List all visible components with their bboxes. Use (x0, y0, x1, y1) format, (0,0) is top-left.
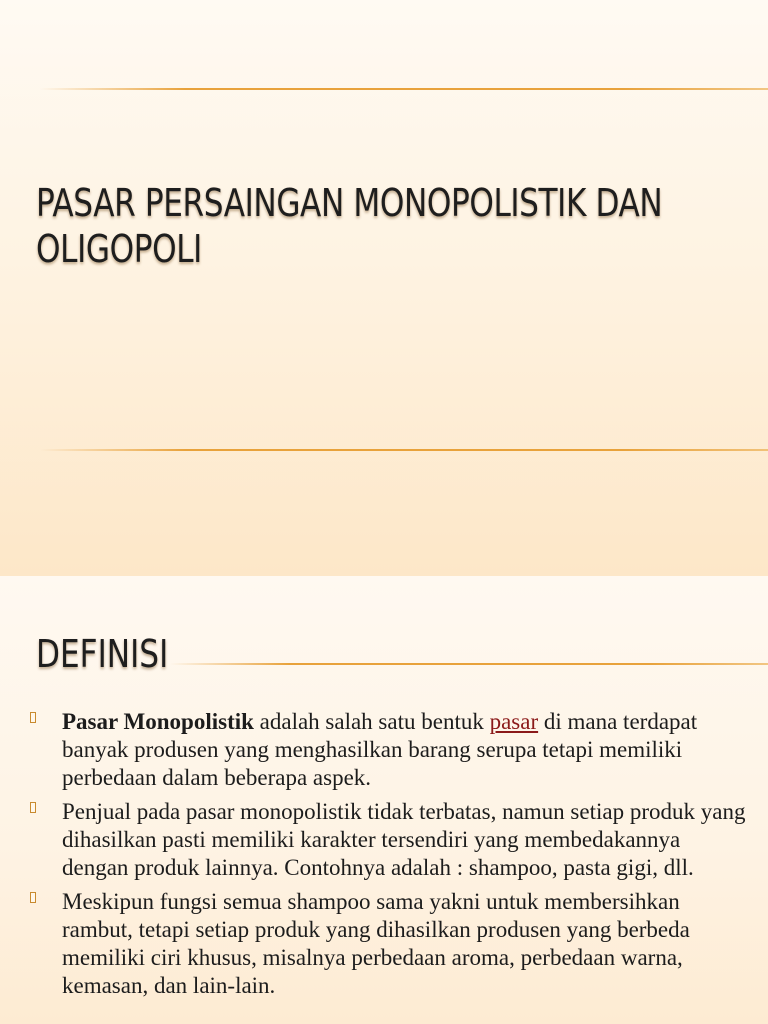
definition-slide (0, 576, 768, 1024)
bullet-icon (30, 712, 36, 723)
term-bold: Pasar Monopolistik (62, 709, 254, 734)
bullet-list (30, 708, 750, 1006)
bottom-divider-line (40, 449, 768, 451)
bullet-icon (30, 892, 36, 903)
list-item (30, 798, 750, 882)
list-item (30, 708, 750, 792)
list-item (30, 888, 750, 1000)
bullet-icon (30, 802, 36, 813)
top-divider-line (40, 88, 768, 90)
pasar-link[interactable]: pasar (489, 709, 539, 734)
slide-title: PASAR PERSAINGAN MONOPOLISTIK DAN OLIGOPOLI (36, 181, 663, 271)
bullet-text: adalah salah satu bentuk (253, 709, 490, 734)
heading-underline (170, 663, 768, 665)
bullet-text: Penjual pada pasar monopolistik tidak terbatas, namun setiap produk yang dihasilkan pasti memiliki karakter tersendiri yang membedakannya dengan produk lainnya. Contohnya adalah : shampoo, pasta gigi, dll. (62, 799, 746, 880)
bullet-text: di mana terdapat banyak produsen yang menghasilkan barang serupa tetapi memiliki perbedaan dalam beberapa aspek. (62, 709, 698, 790)
bullet-text: Meskipun fungsi semua shampoo sama yakni untuk membersihkan rambut, tetapi setiap produk yang dihasilkan produsen yang berbeda memiliki ciri khusus, misalnya perbedaan aroma, perbedaan warna, kemasan, dan lain-lain. (62, 889, 690, 998)
section-heading: DEFINISI (36, 632, 169, 676)
